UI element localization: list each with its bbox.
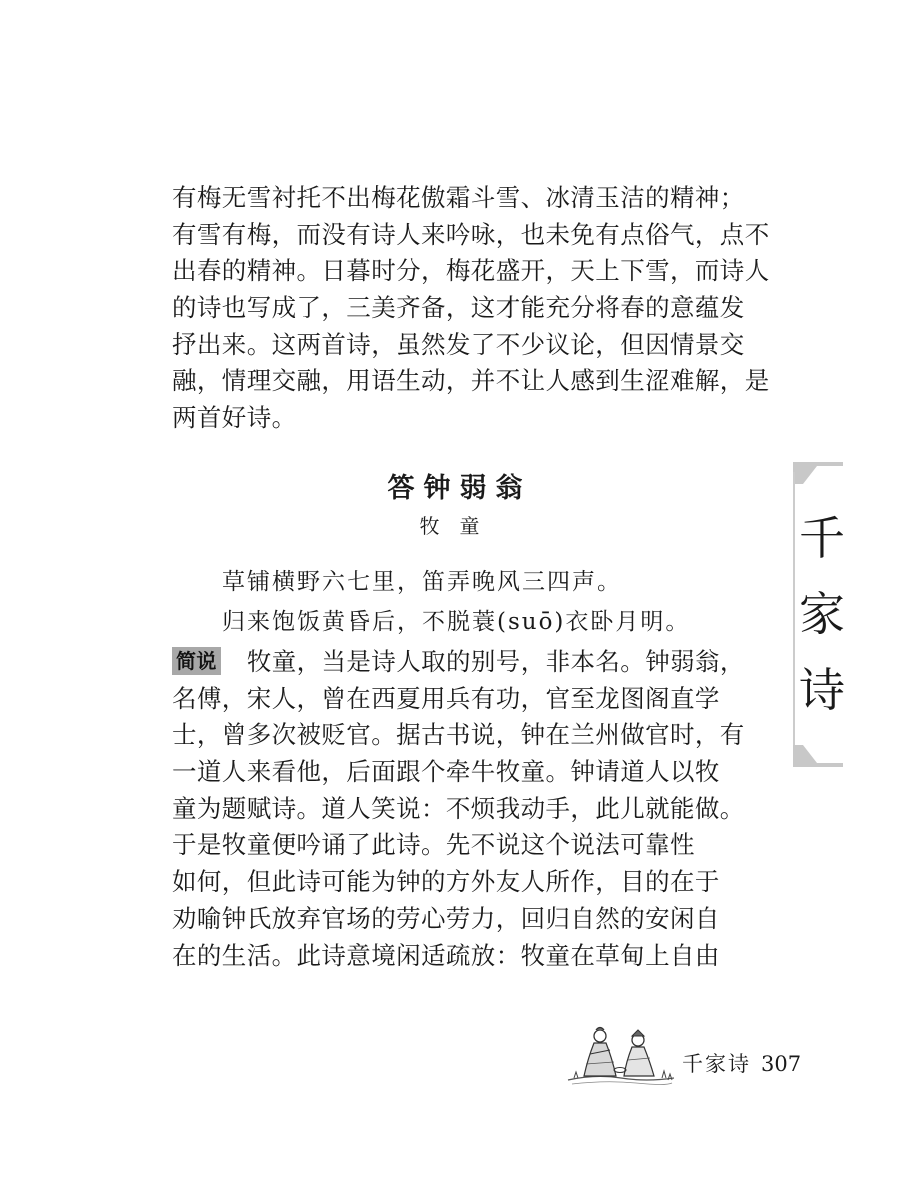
poem-title: 答钟弱翁 [387, 473, 532, 504]
intro-line: 有梅无雪衬托不出梅花傲霜斗雪、冰清玉洁的精神； [172, 183, 745, 212]
intro-line: 两首好诗。 [172, 403, 297, 433]
bracket-top-icon [793, 462, 843, 484]
bracket-bottom-icon [793, 745, 843, 767]
commentary [172, 644, 747, 974]
intro-line: 融，情理交融，用语生动，并不让人感到生涩难解，是 [172, 366, 770, 396]
intro-line: 出春的精神。日暮时分，梅花盛开，天上下雪，而诗人 [172, 256, 770, 286]
intro-line: 的诗也写成了，三美齐备，这才能充分将春的意蕴发 [172, 293, 745, 323]
footer-book-title: 千家诗 [682, 1052, 751, 1076]
side-title [793, 500, 843, 728]
commentary-line: 一道人来看他，后面跟个牵牛牧童。钟请道人以牧 [172, 757, 720, 787]
poem-body [222, 562, 722, 642]
poem-line: 草铺横野六七里，笛弄晚风三四声。 [222, 569, 622, 595]
intro-line: 有雪有梅，而没有诗人来吟咏，也未免有点俗气，点不 [172, 219, 770, 249]
page-footer [682, 1048, 801, 1078]
side-title-char: 家 [799, 587, 845, 641]
side-title-char: 千 [799, 511, 845, 565]
commentary-line: 于是牧童便吟诵了此诗。先不说这个说法可靠性 [172, 830, 695, 860]
footer-figures-illustration-icon [566, 1020, 676, 1088]
side-title-char: 诗 [799, 663, 845, 717]
side-section-tab [793, 462, 843, 767]
commentary-line: 名傅，宋人，曾在西夏用兵有功，官至龙图阁直学 [172, 683, 720, 713]
poem-author: 牧童 [419, 514, 500, 538]
commentary-line: 在的生活。此诗意境闲适疏放：牧童在草甸上自由 [172, 940, 720, 970]
poem-line: 归来饱饭黄昏后，不脱蓑(suō)衣卧月明。 [222, 609, 691, 635]
commentary-label: 简说 [172, 647, 221, 675]
commentary-first-line-text: 牧童，当是诗人取的别号，非本名。钟弱翁， [246, 647, 745, 676]
commentary-line: 如何，但此诗可能为钟的方外友人所作，目的在于 [172, 867, 720, 897]
commentary-line: 士，曾多次被贬官。据古书说，钟在兰州做官时，有 [172, 720, 745, 750]
commentary-line: 劝喻钟氏放弃官场的劳心劳力，回归自然的安闲自 [172, 903, 720, 933]
commentary-line: 童为题赋诗。道人笑说：不烦我动手，此儿就能做。 [172, 793, 745, 823]
intro-paragraph [172, 180, 770, 437]
intro-line: 抒出来。这两首诗，虽然发了不少议论，但因情景交 [172, 329, 745, 359]
page-number: 307 [761, 1052, 802, 1076]
commentary-first-line [172, 644, 747, 681]
